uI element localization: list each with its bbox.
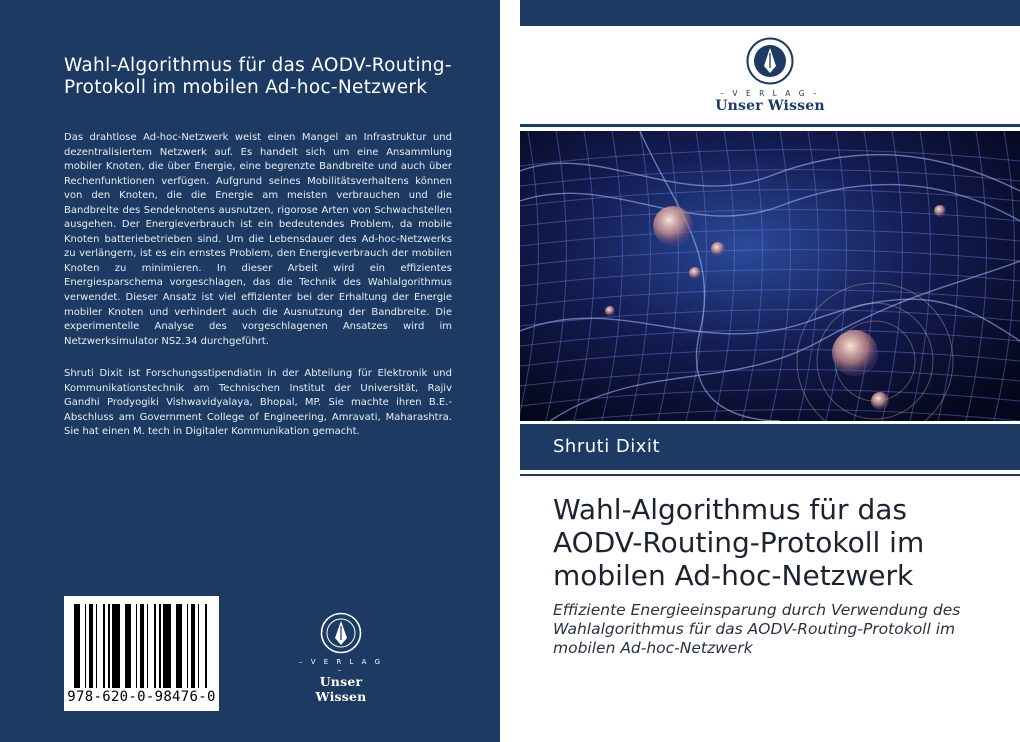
- back-publisher-logo: [296, 612, 386, 704]
- spine-gap: [500, 0, 520, 742]
- back-cover-title: Wahl-Algorithmus für das AODV-Routing-Protokoll im mobilen Ad-hoc-Netzwerk: [64, 55, 452, 98]
- author-band: [520, 424, 1020, 470]
- cover-artwork: [520, 131, 1020, 421]
- publisher-verlag-label: – V E R L A G –: [720, 89, 820, 98]
- book-description: Das drahtlose Ad-hoc-Netzwerk weist einen Mangel an Infrastruktur und dezentralisiertem Netzwerk auf. Es handelt sich um eine Ansammlung mobiler Knoten, die über Energie, eine begrenzte Bandbreite und auch über Rechenfunktionen verfügen. Aufgrund seines Mobilitätsverhaltens können von den Knoten, die die Energie am meisten verbrauchen und die Bandbreite des Sendeknotens ausnutzen, rigorose Arten von Schwachstellen ausgehen. Der Energieverbrauch ist ein bedeutendes Problem, da mobile Knoten batteriebetrieben sind. Um die Lebensdauer des Ad-hoc-Netzwerks zu verlängern, ist es ein ernstes Problem, den Energieverbrauch der mobilen Knoten zu minimieren. In dieser Arbeit wird ein effizientes Energiesparschema vorgeschlagen, das die Technik des Wahlalgorithmus verwendet. Dieser Ansatz ist viel effizienter bei der Erhaltung der Energie mobiler Knoten und verhindert auch die Ausnutzung der Bandbreite. Die experimentelle Analyse des vorgeschlagenen Ansatzes wird im Netzwerksimulator NS2.34 durchgeführt.: [64, 132, 452, 347]
- rule-bottom: [520, 474, 1020, 476]
- front-publisher-logo: [715, 37, 825, 114]
- publisher-name: Unser Wissen: [715, 98, 825, 114]
- publisher-seal-icon: [746, 37, 794, 85]
- front-cover-title: Wahl-Algorithmus für das AODV-Routing-Protokoll im mobilen Ad-hoc-Netzwerk: [553, 493, 925, 592]
- publisher-seal-icon: [320, 612, 362, 654]
- isbn-number: 978-620-0-98476-0: [67, 689, 216, 705]
- barcode-box: [64, 596, 219, 711]
- rule-top: [520, 124, 1020, 127]
- barcode-icon: [74, 604, 209, 688]
- front-cover-subtitle: Effiziente Energieeinsparung durch Verwendung des Wahlalgorithmus für das AODV-Routing-Protokoll im mobilen Ad-hoc-Netzwerk: [553, 601, 961, 657]
- top-bar: [520, 0, 1020, 26]
- back-cover: [0, 0, 500, 742]
- front-cover: [520, 0, 1020, 742]
- author-name: Shruti Dixit: [553, 436, 660, 457]
- publisher-verlag-label: – V E R L A G –: [298, 658, 384, 674]
- publisher-name: Unser Wissen: [315, 674, 367, 704]
- author-bio: Shruti Dixit ist Forschungsstipendiatin in der Abteilung für Elektronik und Kommunikationstechnik am Technischen Institut der Universität, Rajiv Gandhi Prodyogiki Vishwavidyalaya, Bhopal, MP. Sie machte ihren B.E.-Abschluss am Government College of Engineering, Amravati, Maharashtra. Sie hat einen M. tech in Digitaler Kommunikation gemacht.: [64, 368, 452, 438]
